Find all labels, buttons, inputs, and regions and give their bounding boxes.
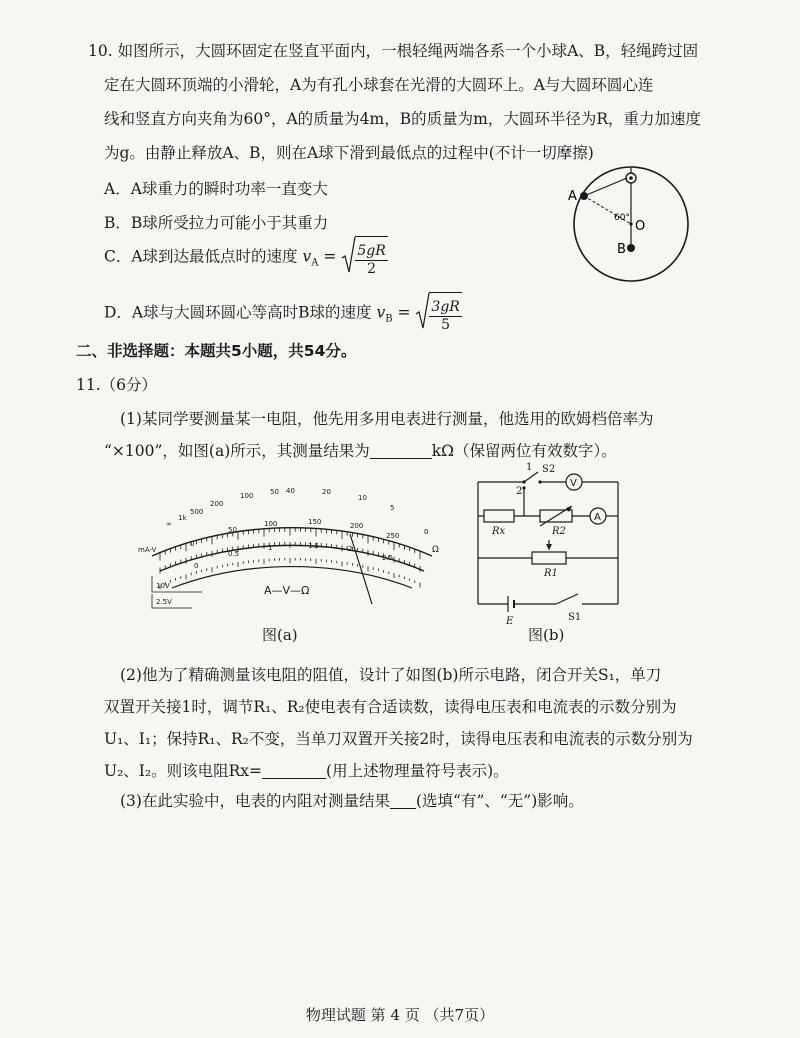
ring-diagram	[565, 162, 695, 287]
label-angle: 60°	[614, 213, 630, 223]
q10-line-1: 10. 如图所示，大圆环固定在竖直平面内，一根轻绳两端各系一个小球A、B，轻绳跨过固	[88, 42, 699, 60]
q10-option-b: B．B球所受拉力可能小于其重力	[104, 214, 329, 232]
q11-p1-line-1: (1)某同学要测量某一电阻，他先用多用电表进行测量，他选用的欧姆档倍率为	[120, 410, 654, 428]
caption-a: 图(a)	[262, 626, 298, 644]
low-label-1-5: 1.5	[308, 542, 320, 550]
voltmeter-label: V	[570, 478, 577, 489]
caption-b: 图(b)	[528, 626, 565, 644]
omega-unit: Ω	[432, 545, 439, 555]
q10-option-c-denominator: 2	[367, 260, 377, 277]
omega-label-20: 20	[322, 488, 331, 496]
r2-label: R2	[552, 526, 566, 537]
q11-p3-text-b: (选填“有”、“无”)影响。	[415, 792, 584, 810]
dc-label-250: 250	[386, 532, 400, 540]
q10-option-c-sqrt	[341, 234, 387, 281]
dc-label-100: 100	[264, 520, 278, 528]
q10-line-2: 定在大圆环顶端的小滑轮，A为有孔小球套在光滑的大圆环上。A与大圆环圆心连	[104, 76, 654, 94]
dc-label-50: 50	[228, 526, 237, 534]
rope-a	[584, 178, 627, 196]
omega-label-500: 500	[190, 508, 204, 516]
resistor-rx	[484, 510, 514, 522]
switch-s2-blade	[524, 472, 538, 482]
low-label-1: 1	[268, 544, 273, 552]
range-2-5v-label: 2.5V	[156, 598, 172, 606]
needle	[350, 534, 372, 604]
q10-option-d-var: v	[376, 303, 386, 322]
dc-label-0: 0	[190, 540, 195, 548]
q10-option-d-sub: B	[385, 313, 393, 325]
q11-number: 11.（6分）	[76, 376, 158, 394]
q11-p2-text-a: U₂、I₂。则该电阻Rx=	[104, 762, 263, 780]
q11-p2-text-b: (用上述物理量符号表示)。	[326, 762, 509, 780]
r1-label: R1	[544, 568, 558, 579]
low-label-2: 2	[348, 545, 353, 553]
q10-option-d-sqrt	[415, 290, 461, 337]
dc-label-150: 150	[308, 518, 322, 526]
q11-p1-text-a: “×100”，如图(a)所示，其测量结果为	[104, 442, 370, 460]
omega-label-0: 0	[424, 528, 429, 536]
low-label-0-5: 0.5	[228, 550, 240, 558]
node-2-label: 2	[516, 486, 523, 497]
label-b: B	[617, 242, 626, 257]
q11-p2-line-1: (2)他为了精确测量该电阻的阻值，设计了如图(b)所示电路，闭合开关S₁，单刀	[120, 666, 662, 684]
q10-option-c-sub: A	[311, 257, 319, 269]
e-label: E	[506, 616, 514, 627]
circuit-figure	[470, 458, 630, 627]
q10-option-c-numerator: 5gR	[357, 242, 386, 259]
q11-p3-line	[120, 790, 584, 812]
q11-p2-line-4	[104, 760, 509, 782]
omega-label-5: 5	[390, 504, 395, 512]
low-label-0: 0	[194, 562, 199, 570]
mode-label: A—V—Ω	[264, 584, 310, 597]
q10-option-d-denominator: 5	[441, 316, 451, 333]
answer-blank-3[interactable]	[390, 792, 416, 809]
page-footer: 物理试题 第 4 页 （共7页）	[305, 1006, 495, 1024]
dc-label-200: 200	[350, 522, 364, 530]
q10-option-a: A．A球重力的瞬时功率一直变大	[104, 180, 328, 198]
q10-option-d-numerator: 3gR	[431, 298, 460, 315]
label-o: O	[635, 219, 646, 234]
switch-s1-blade	[556, 594, 578, 604]
s2-label: S2	[542, 464, 556, 475]
q10-line-4: 为g。由静止释放A、B，则在A球下滑到最低点的过程中(不计一切摩擦)	[104, 144, 594, 162]
answer-blank-1[interactable]	[370, 442, 432, 459]
q11-p2-line-3: U₁、I₁；保持R₁、R₂不变，当单刀双置开关接2时，读得电压表和电流表的示数分别为	[104, 730, 693, 748]
low-label-2-5: 2.5	[382, 554, 394, 562]
label-a: A	[568, 189, 577, 204]
s1-label: S1	[568, 612, 582, 623]
answer-blank-2[interactable]	[262, 762, 326, 779]
omega-label-100: 100	[240, 492, 254, 500]
section-2-heading: 二、非选择题：本题共5小题，共54分。	[76, 342, 357, 360]
q11-p1-text-b: kΩ（保留两位有效数字）。	[431, 442, 617, 460]
range-10v-label: 10V	[156, 582, 170, 590]
omega-label-200: 200	[210, 500, 224, 508]
q10-option-c-var: v	[302, 247, 312, 266]
q11-p3-text-a: (3)在此实验中，电表的内阻对测量结果	[120, 792, 390, 810]
q11-p2-line-2: 双置开关接1时，调节R₁、R₂使电表有合适读数，读得电压表和电流表的示数分别为	[104, 698, 677, 716]
q10-line-3: 线和竖直方向夹角为60°，A的质量为4m，B的质量为m，大圆环半径为R，重力加速度	[104, 110, 701, 128]
q10-option-d: D．A球与大圆环圆心等高时B球的速度 $v_B$ = $\frac{3gR}{5}$	[104, 290, 462, 342]
q10-option-c: C．A球到达最低点时的速度 $v_A$ = $\frac{5gR}{2}$	[104, 234, 388, 286]
ma-v-label: mA-V	[138, 546, 157, 554]
ball-b	[627, 244, 635, 252]
q10-option-d-text: D．A球与大圆环圆心等高时B球的速度	[104, 303, 372, 322]
rx-label: Rx	[492, 526, 506, 537]
omega-label-40: 40	[286, 487, 295, 495]
omega-label-inf: ∞	[166, 520, 172, 528]
omega-label-10: 10	[358, 494, 367, 502]
q10-option-c-text: C．A球到达最低点时的速度	[104, 247, 298, 266]
omega-label-1k: 1k	[178, 514, 187, 522]
multimeter-figure	[132, 476, 452, 616]
ball-a	[580, 192, 588, 200]
node-1-label: 1	[526, 462, 533, 473]
omega-label-50: 50	[270, 488, 279, 496]
rheostat-r1	[532, 552, 566, 564]
ammeter-label: A	[594, 512, 601, 523]
